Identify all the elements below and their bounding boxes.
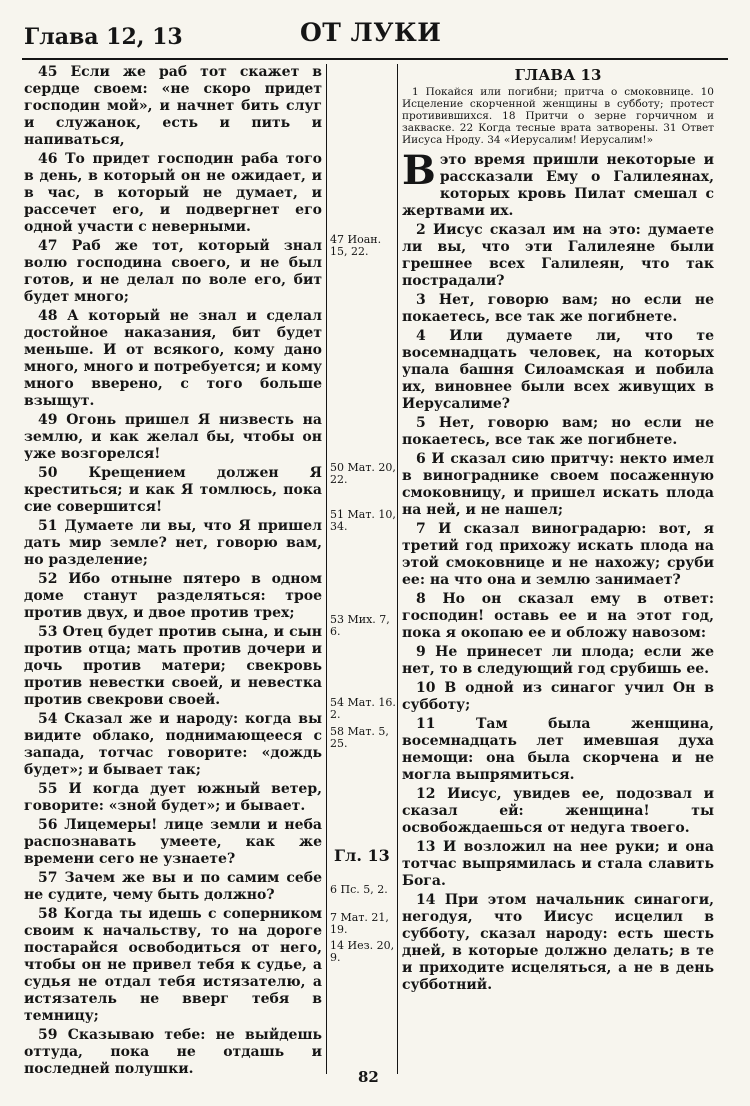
header-rule (22, 58, 728, 60)
verse-13-11: 11 Там была женщина, восемнадцать лет имевшая духа немощи: она была скорчена и не могла выпрямиться. (402, 716, 714, 783)
verse-13-9: 9 Не принесет ли плода; если же нет, то в следующий год срубишь ее. (402, 644, 714, 677)
verse-12-48: 48 А который не знал и сделал достойное наказания, бит будет меньше. И от всякого, кому дано много, много и потребуется; и кому много вверено, с того больше взыщут. (24, 308, 322, 409)
cross-reference: 6 Пс. 5, 2. (330, 883, 388, 896)
verse-13-14: 14 При этом начальник синагоги, негодуя, что Иисус исцелил в субботу, сказал народу: есть шесть дней, в которые должно делать; в те и приходите исцеляться, а не в день субботний. (402, 892, 714, 993)
cross-reference: 7 Мат. 21, 19. (330, 911, 389, 936)
verse-12-51: 51 Думаете ли вы, что Я пришел дать мир земле? нет, говорю вам, но разделение; (24, 518, 322, 568)
verse-12-46: 46 То придет господин раба того в день, в который он не ожидает, и в час, в который не думает, и рассечет его, и подвергнет его одной участи с неверными. (24, 151, 322, 235)
chapter-13-marker: Гл. 13 (334, 846, 390, 865)
verse-13-2: 2 Иисус сказал им на это: думаете ли вы, что эти Галилеяне были грешнее всех Галилеян, что так пострадали? (402, 222, 714, 289)
cross-reference: 50 Мат. 20, 22. (330, 461, 396, 486)
verse-12-59: 59 Сказываю тебе: не выйдешь оттуда, пока не отдашь и последней полушки. (24, 1027, 322, 1077)
cross-reference: 51 Мат. 10, 34. (330, 508, 396, 533)
verse-12-58: 58 Когда ты идешь с соперником своим к начальству, то на дороге постарайся освободиться от него, чтобы он не привел тебя к судье, а судья не отдал тебя истязателю, а истязатель не вверг тебя в темницу; (24, 906, 322, 1024)
cross-references (330, 64, 396, 1074)
cross-reference: 53 Мих. 7, 6. (330, 613, 390, 638)
verse-12-53: 53 Отец будет против сына, и сын против отца; мать против дочери и дочь против матери; свекровь против невестки своей, и невестка против свекрови своей. (24, 624, 322, 708)
left-column (24, 64, 322, 1080)
verse-13-12: 12 Иисус, увидев ее, подозвал и сказал ей: женщина! ты освобождаешься от недуга твоего. (402, 786, 714, 836)
verse-13-13: 13 И возложил на нее руки; и она тотчас выпрямилась и стала славить Бога. (402, 839, 714, 889)
column-divider-right (397, 64, 398, 1074)
right-column (402, 64, 714, 996)
verse-12-54: 54 Сказал же и народу: когда вы видите облако, поднимающееся с запада, тотчас говорите: «дождь будет»; и бывает так; (24, 711, 322, 778)
book-title: ОТ ЛУКИ (300, 18, 442, 47)
verse-13-3: 3 Нет, говорю вам; но если не покаетесь, все так же погибнете. (402, 292, 714, 325)
column-divider-left (326, 64, 327, 1074)
cross-reference: 54 Мат. 16. 2. (330, 696, 396, 721)
chapter-summary: 1 Покайся или погибни; притча о смоковнице. 10 Исцеление скорченной женщины в субботу; протест противившихся. 18 Притчи о зерне горчичном и закваске. 22 Когда тесные врата затворены. 31 Ответ Иисуса Нроду. 34 «Иерусалим! Иерусалим!» (402, 86, 714, 146)
verse-12-52: 52 Ибо отныне пятеро в одном доме станут разделяться: трое против двух, и двое против трех; (24, 571, 322, 621)
cross-reference: 14 Иез. 20, 9. (330, 939, 395, 964)
verse-13-4: 4 Или думаете ли, что те восемнадцать человек, на которых упала башня Силоамская и побила их, виновнее были всех живущих в Иерусалиме? (402, 328, 714, 412)
verse-13-8: 8 Но он сказал ему в ответ: господин! оставь ее и на этот год, пока я окопаю ее и обложу навозом: (402, 591, 714, 641)
verse-12-55: 55 И когда дует южный ветер, говорите: «зной будет»; и бывает. (24, 781, 322, 814)
verse-12-49: 49 Огонь пришел Я низвесть на землю, и как желал бы, чтобы он уже возгорелся! (24, 412, 322, 462)
verse-13-1-text: это время пришли некоторые и рассказали Ему о Галилеянах, которых кровь Пилат смешал с жертвами их. (402, 152, 714, 219)
verse-13-10: 10 В одной из синагог учил Он в субботу; (402, 680, 714, 713)
chapter-13-title: ГЛАВА 13 (514, 66, 602, 84)
verse-12-47: 47 Раб же тот, который знал волю господина своего, и не был готов, и не делал по воле его, бит будет много; (24, 238, 322, 305)
cross-reference: 47 Иоан. 15, 22. (330, 233, 382, 258)
page-number: 82 (358, 1068, 379, 1086)
verse-13-7: 7 И сказал виноградарю: вот, я третий год прихожу искать плода на этой смоковнице и не нахожу; сруби ее: на что она и землю занимает? (402, 521, 714, 588)
verse-13-5: 5 Нет, говорю вам; но если не покаетесь, все так же погибнете. (402, 415, 714, 448)
verse-12-50: 50 Крещением должен Я креститься; и как Я томлюсь, пока сие совершится! (24, 465, 322, 515)
verse-12-56: 56 Лицемеры! лице земли и неба распознавать умеете, как же времени сего не узнаете? (24, 817, 322, 867)
verse-13-6: 6 И сказал сию притчу: некто имел в винограднике своем посаженную смоковницу, и пришел искать плода на ней, и не нашел; (402, 451, 714, 518)
verse-13-1 (402, 147, 714, 220)
cross-reference: 58 Мат. 5, 25. (330, 725, 389, 750)
header-chapter-range: Глава 12, 13 (24, 24, 183, 50)
verse-12-45: 45 Если же раб тот скажет в сердце своем: «не скоро придет господин мой», и начнет бить слуг и служанок, есть и пить и напиваться, (24, 64, 322, 148)
verse-12-57: 57 Зачем же вы и по самим себе не судите, чему быть должно? (24, 870, 322, 903)
drop-cap: В (402, 147, 436, 194)
